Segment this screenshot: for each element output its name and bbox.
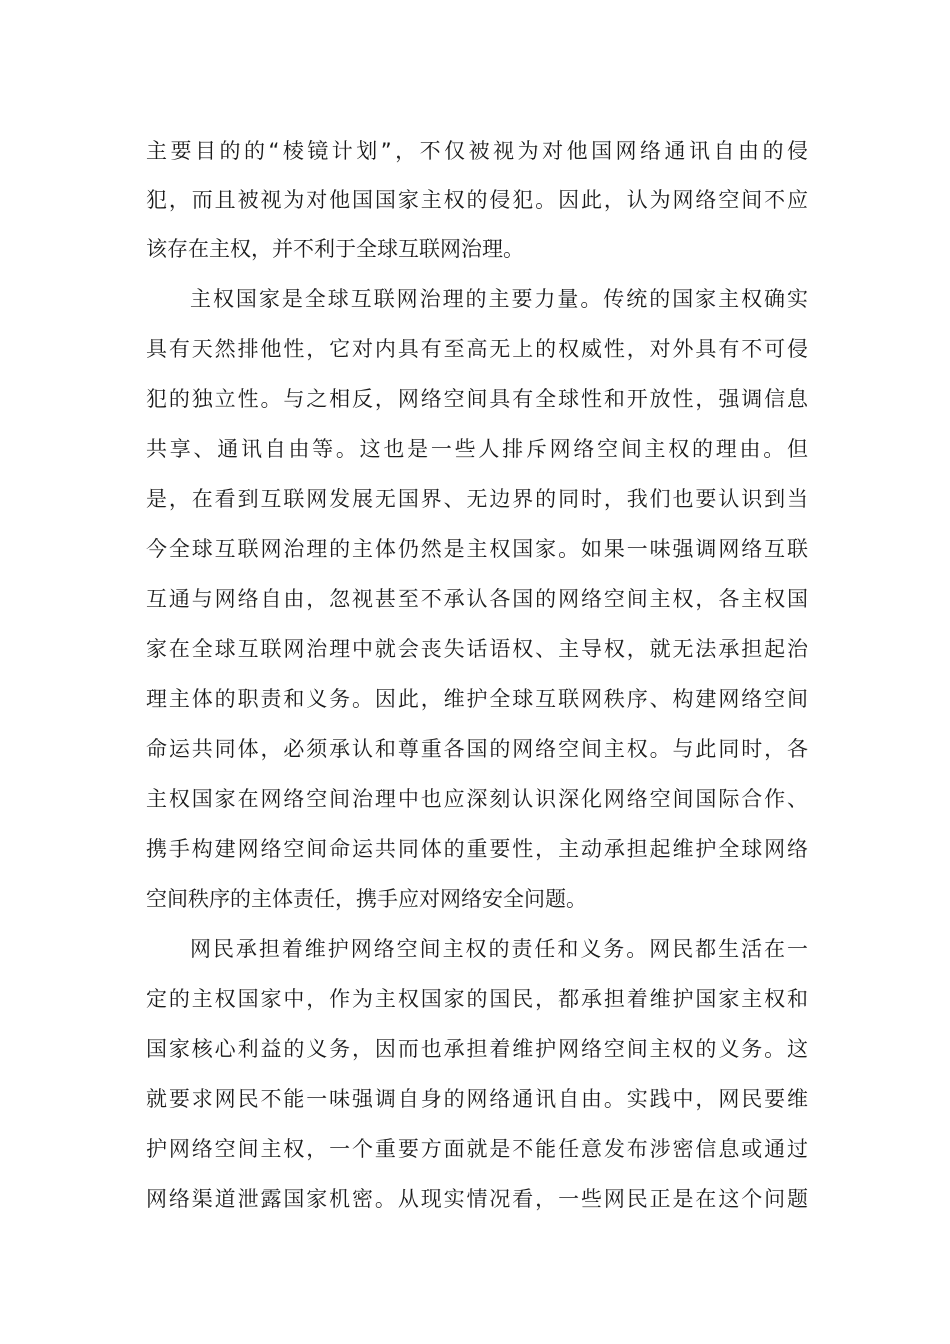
text-line: 命运共同体，必须承认和尊重各国的网络空间主权。与此同时，各 xyxy=(146,737,808,761)
text-line: 是，在看到互联网发展无国界、无边界的同时，我们也要认识到当 xyxy=(146,487,808,511)
paragraph-first-line: 网民承担着维护网络空间主权的责任和义务。网民都生活在一 xyxy=(190,937,808,961)
text-line: 理主体的职责和义务。因此，维护全球互联网秩序、构建网络空间 xyxy=(146,687,808,711)
text-line: 国家核心利益的义务，因而也承担着维护网络空间主权的义务。这 xyxy=(146,1037,808,1061)
text-line: 定的主权国家中，作为主权国家的国民，都承担着维护国家主权和 xyxy=(146,987,808,1011)
text-line: 共享、通讯自由等。这也是一些人排斥网络空间主权的理由。但 xyxy=(146,437,808,461)
text-line: 互通与网络自由，忽视甚至不承认各国的网络空间主权，各主权国 xyxy=(146,587,808,611)
text-line: 空间秩序的主体责任，携手应对网络安全问题。 xyxy=(146,887,587,911)
text-line: 网络渠道泄露国家机密。从现实情况看，一些网民正是在这个问题 xyxy=(146,1187,808,1211)
text-line: 就要求网民不能一味强调自身的网络通讯自由。实践中，网民要维 xyxy=(146,1087,808,1111)
text-line: 携手构建网络空间命运共同体的重要性，主动承担起维护全球网络 xyxy=(146,837,808,861)
text-line: 犯的独立性。与之相反，网络空间具有全球性和开放性，强调信息 xyxy=(146,387,808,411)
text-line: 犯，而且被视为对他国国家主权的侵犯。因此，认为网络空间不应 xyxy=(146,188,808,212)
text-line: 主权国家在网络空间治理中也应深刻认识深化网络空间国际合作、 xyxy=(146,787,808,811)
text-line: 护网络空间主权，一个重要方面就是不能任意发布涉密信息或通过 xyxy=(146,1137,808,1161)
text-line: 主要目的的“棱镜计划”，不仅被视为对他国网络通讯自由的侵 xyxy=(146,139,808,163)
paragraph-first-line: 主权国家是全球互联网治理的主要力量。传统的国家主权确实 xyxy=(190,287,808,311)
text-line: 今全球互联网治理的主体仍然是主权国家。如果一味强调网络互联 xyxy=(146,537,808,561)
text-line: 具有天然排他性，它对内具有至高无上的权威性，对外具有不可侵 xyxy=(146,337,808,361)
text-line: 家在全球互联网治理中就会丧失话语权、主导权，就无法承担起治 xyxy=(146,637,808,661)
text-line: 该存在主权，并不利于全球互联网治理。 xyxy=(146,237,524,261)
